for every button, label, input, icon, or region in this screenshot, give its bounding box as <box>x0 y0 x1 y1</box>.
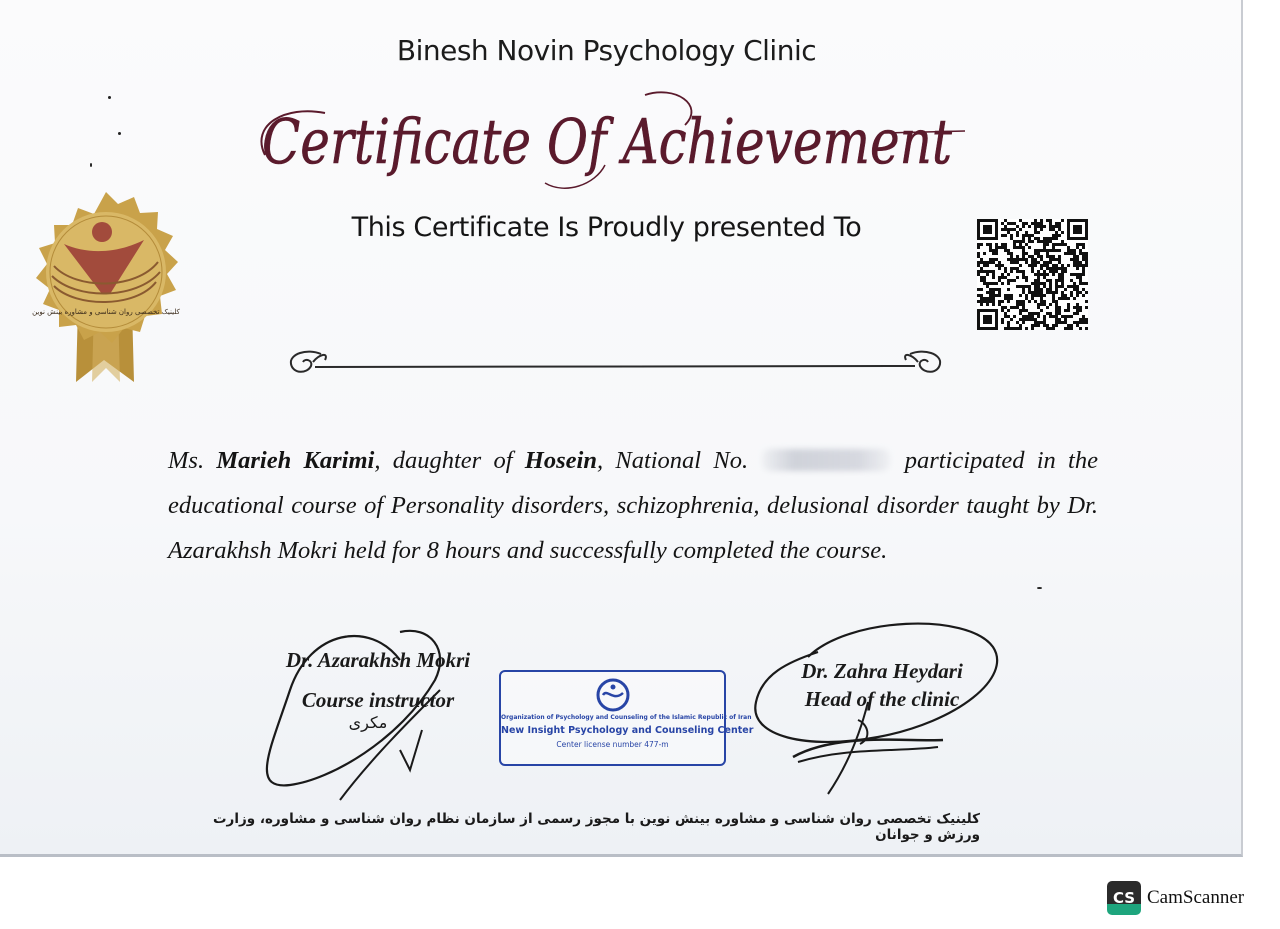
clinic-name: Binesh Novin Psychology Clinic <box>396 34 817 67</box>
national-label: , National No. <box>596 447 749 474</box>
certificate-title <box>245 85 970 205</box>
seal-text: کلینیک تخصصی روان شناسی و مشاوره بینش نوین <box>32 308 180 316</box>
camscanner-watermark <box>1107 881 1244 915</box>
camscanner-name: CamScanner <box>1147 887 1245 908</box>
scan-speck <box>1037 587 1042 589</box>
stamp-center-name: New Insight Psychology and Counseling Center <box>501 725 754 736</box>
head-signature-block <box>782 657 982 713</box>
scan-speck <box>90 163 92 167</box>
stamp-license-label: Center license number <box>556 740 642 749</box>
instructor-signature-block <box>263 646 493 714</box>
gold-seal-icon <box>26 186 188 386</box>
head-role: Head of the clinic <box>804 687 960 711</box>
stamp-emblem-icon <box>591 678 635 712</box>
instructor-role: Course instructor <box>301 688 455 712</box>
certificate-body <box>168 438 1098 573</box>
certificate-title-text: Certificate Of Achievement <box>262 105 953 178</box>
scan-speck <box>108 96 111 99</box>
instructor-note: مکری <box>348 713 388 732</box>
qr-code-icon <box>977 219 1088 330</box>
recipient-name: Marieh Karimi <box>216 447 375 474</box>
relation-text: , daughter of <box>374 447 525 474</box>
certificate-subtitle: This Certificate Is Proudly presented To <box>351 212 862 243</box>
stamp-license-number: 477-m <box>644 740 669 749</box>
camscanner-logo-icon: CS <box>1107 881 1141 915</box>
head-name: Dr. Zahra Heydari <box>801 659 963 683</box>
scan-speck <box>118 132 121 135</box>
center-stamp <box>499 670 754 766</box>
course-description: participated in the educational course of Personality disorders, schizophrenia, delusional disorder taught by Dr. Azarakhsh Mokri held for 8 hours and successfully completed the course. <box>168 447 1098 564</box>
stamp-license <box>501 740 724 749</box>
stamp-organization: Organization of Psychology and Counseling of the Islamic Republic of Iran <box>501 714 752 721</box>
ornament-divider-icon <box>283 340 948 380</box>
redacted-national-number <box>762 449 890 471</box>
footer-persian-text: کلینیک تخصصی روان شناسی و مشاوره بینش نوین با مجوز رسمی از سازمان نظام روان شناسی و مشاوره، وزارت ورزش و جوانان <box>212 811 980 843</box>
instructor-name: Dr. Azarakhsh Mokri <box>285 648 471 672</box>
father-name: Hosein <box>524 447 597 474</box>
salutation: Ms. <box>168 447 205 474</box>
